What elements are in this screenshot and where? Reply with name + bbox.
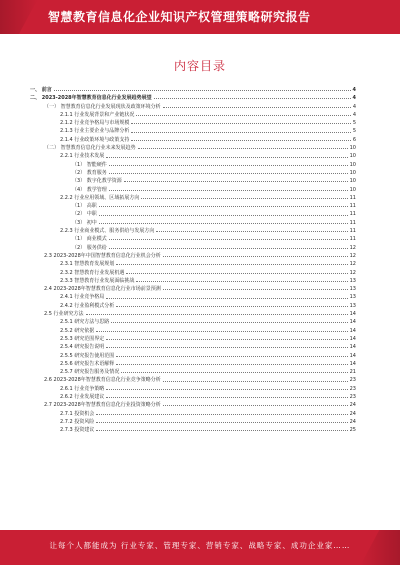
toc-entry[interactable] — [30, 169, 356, 177]
toc-entry[interactable] — [30, 136, 356, 144]
toc-leader-dots — [109, 164, 348, 166]
toc-entry-page: 14 — [349, 311, 356, 318]
toc-leader-dots — [163, 255, 348, 257]
toc-entry[interactable] — [30, 368, 356, 376]
toc-entry[interactable] — [30, 426, 356, 434]
toc-leader-dots — [126, 272, 347, 274]
toc-leader-dots — [154, 97, 351, 99]
toc-entry[interactable] — [30, 393, 356, 401]
toc-entry-label: （一） 智慧教育信息化行业发展现状及政策环境分析 — [44, 103, 161, 110]
toc-entry-page: 10 — [349, 145, 356, 152]
toc-entry-label: （4） 教学管理 — [72, 186, 107, 193]
toc-leader-dots — [99, 205, 348, 207]
toc-entry-label: 2.6.2 行业发展建议 — [60, 393, 105, 400]
toc-entry[interactable] — [30, 127, 356, 135]
toc-entry[interactable] — [30, 235, 356, 243]
toc-leader-dots — [99, 222, 348, 224]
toc-entry-page: 13 — [349, 294, 356, 301]
toc-leader-dots — [109, 172, 348, 174]
toc-entry-page: 5 — [352, 120, 356, 127]
toc-entry-label: 2.3 2023-2028年中国智慧教育信息化行业机会分析 — [44, 252, 161, 259]
toc-entry-label: （1） 智能硬件 — [72, 161, 107, 168]
toc-leader-dots — [163, 404, 348, 406]
toc-leader-dots — [116, 305, 347, 307]
toc-entry[interactable] — [30, 111, 356, 119]
toc-entry-label: 2.2.1 行业技术发展 — [60, 153, 105, 160]
toc-entry-page: 4 — [352, 87, 356, 93]
toc-entry[interactable] — [30, 177, 356, 185]
toc-entry-label: 2.3.1 智慧教育发展规划 — [60, 261, 115, 268]
toc-leader-dots — [96, 421, 347, 423]
toc-leader-dots — [131, 139, 350, 141]
table-of-contents — [30, 86, 356, 434]
toc-leader-dots — [116, 355, 347, 357]
toc-entry[interactable] — [30, 310, 356, 318]
toc-leader-dots — [136, 114, 350, 116]
report-title: 智慧教育信息化企业知识产权管理策略研究报告 — [48, 10, 311, 24]
toc-entry-label: 2.5.6 研究报告术语解释 — [60, 360, 115, 367]
toc-entry-page: 21 — [349, 369, 356, 376]
toc-entry-label: （1） 商业模式 — [72, 236, 107, 243]
toc-leader-dots — [124, 180, 348, 182]
toc-entry-label: 2.5.2 研究依据 — [60, 327, 95, 334]
toc-entry[interactable] — [30, 86, 356, 94]
toc-entry-label: 2.1.3 行业主要企业与品牌分析 — [60, 128, 130, 135]
toc-entry-page: 13 — [349, 302, 356, 309]
toc-entry-page: 14 — [349, 319, 356, 326]
toc-leader-dots — [106, 346, 347, 348]
toc-leader-dots — [96, 330, 347, 332]
toc-entry[interactable] — [30, 376, 356, 384]
toc-entry[interactable] — [30, 401, 356, 409]
toc-entry[interactable] — [30, 94, 356, 102]
toc-entry-page: 10 — [349, 178, 356, 185]
toc-entry-label: 2.5.1 研究方法与思路 — [60, 319, 110, 326]
toc-entry-label: 二、 2023-2028年智慧教育信息化行业发展趋势展望 — [30, 95, 152, 102]
toc-entry[interactable] — [30, 335, 356, 343]
toc-entry-page: 14 — [349, 352, 356, 359]
toc-entry-label: （二） 智慧教育信息化行业未来发展趋势 — [44, 145, 136, 152]
toc-leader-dots — [96, 429, 347, 431]
toc-entry-label: （3） 初中 — [72, 219, 97, 226]
toc-entry[interactable] — [30, 103, 356, 111]
toc-entry-label: 2.5.4 研究报告说明 — [60, 344, 105, 351]
toc-entry-page: 4 — [352, 111, 356, 118]
toc-entry[interactable] — [30, 302, 356, 310]
toc-entry-label: 2.4.1 行业竞争格局 — [60, 294, 105, 301]
toc-leader-dots — [131, 122, 350, 124]
toc-entry[interactable] — [30, 285, 356, 293]
toc-entry-page: 11 — [349, 194, 356, 201]
toc-entry-label: 2.5.5 研究报告使用范围 — [60, 352, 115, 359]
toc-entry-label: 一、 前言 — [30, 87, 52, 93]
toc-leader-dots — [131, 131, 350, 133]
toc-entry[interactable] — [30, 252, 356, 260]
toc-entry-page: 5 — [352, 128, 356, 135]
toc-entry-label: 2.1.2 行业竞争格局与市场规模 — [60, 120, 130, 127]
toc-leader-dots — [99, 214, 348, 216]
toc-entry-page: 10 — [349, 186, 356, 193]
toc-leader-dots — [109, 238, 348, 240]
toc-entry-page: 10 — [349, 161, 356, 168]
toc-entry-page: 11 — [349, 228, 356, 235]
toc-entry-label: 2.7.2 投资风险 — [60, 418, 95, 425]
toc-entry[interactable] — [30, 343, 356, 351]
toc-entry[interactable] — [30, 327, 356, 335]
toc-entry-page: 13 — [349, 286, 356, 293]
toc-entry-label: 2.4 2023-2028年智慧教育信息化行业市场前景预测 — [44, 286, 161, 293]
toc-leader-dots — [109, 189, 348, 191]
toc-entry-page: 14 — [349, 344, 356, 351]
toc-entry-label: 2.2.2 行业应用领域、区域拓展方向 — [60, 194, 140, 201]
toc-entry[interactable] — [30, 385, 356, 393]
toc-entry[interactable] — [30, 210, 356, 218]
toc-entry-page: 11 — [349, 236, 356, 243]
toc-entry-page: 24 — [349, 402, 356, 409]
toc-entry-page: 11 — [349, 219, 356, 226]
toc-leader-dots — [106, 338, 347, 340]
toc-leader-dots — [138, 147, 348, 149]
toc-entry-label: 2.6.1 行业竞争策略 — [60, 385, 105, 392]
toc-entry-label: 2.2.3 行业商业模式、服务供给与发展方向 — [60, 228, 155, 235]
toc-leader-dots — [86, 313, 348, 315]
toc-entry-page: 14 — [349, 360, 356, 367]
toc-leader-dots — [136, 280, 347, 282]
toc-entry-label: 2.1.1 行业发展背景和产业链状况 — [60, 111, 135, 118]
toc-entry[interactable] — [30, 144, 356, 152]
footer-slogan: 让每个人都能成为 行业专家、管理专家、营销专家、战略专家、成功企业家…… — [49, 541, 351, 550]
toc-entry-page: 23 — [349, 377, 356, 384]
toc-entry-label: 2.4.2 行业盈利模式分析 — [60, 302, 115, 309]
toc-entry-label: （2） 中职 — [72, 211, 97, 218]
toc-entry-page: 25 — [349, 427, 356, 434]
page-footer — [0, 530, 400, 565]
toc-leader-dots — [96, 413, 347, 415]
toc-entry[interactable] — [30, 293, 356, 301]
toc-leader-dots — [109, 247, 348, 249]
toc-entry-label: 2.3.2 智慧教育行业发展机遇 — [60, 269, 125, 276]
toc-entry[interactable] — [30, 410, 356, 418]
toc-entry-page: 12 — [349, 269, 356, 276]
toc-entry-page: 12 — [349, 252, 356, 259]
toc-entry-page: 13 — [349, 277, 356, 284]
toc-entry-page: 10 — [349, 153, 356, 160]
toc-entry[interactable] — [30, 152, 356, 160]
toc-leader-dots — [111, 321, 347, 323]
toc-entry-page: 4 — [352, 103, 356, 110]
toc-entry[interactable] — [30, 418, 356, 426]
page-header — [0, 0, 400, 34]
toc-leader-dots — [141, 197, 347, 199]
toc-entry-page: 10 — [349, 169, 356, 176]
toc-leader-dots — [121, 371, 347, 373]
toc-entry-page: 23 — [349, 393, 356, 400]
toc-leader-dots — [116, 263, 347, 265]
toc-leader-dots — [54, 89, 351, 91]
toc-entry-page: 6 — [352, 136, 356, 143]
toc-entry[interactable] — [30, 277, 356, 285]
toc-leader-dots — [163, 106, 351, 108]
toc-entry[interactable] — [30, 244, 356, 252]
toc-entry[interactable] — [30, 260, 356, 268]
toc-heading: 内容目录 — [173, 59, 226, 73]
toc-entry[interactable] — [30, 360, 356, 368]
toc-leader-dots — [106, 297, 347, 299]
toc-entry[interactable] — [30, 269, 356, 277]
toc-entry-label: （3） 数字化教学资源 — [72, 178, 122, 185]
toc-entry-label: （2） 教育服务 — [72, 169, 107, 176]
toc-leader-dots — [116, 363, 347, 365]
toc-entry[interactable] — [30, 119, 356, 127]
toc-entry-page: 11 — [349, 211, 356, 218]
toc-entry-page: 24 — [349, 410, 356, 417]
toc-entry[interactable] — [30, 227, 356, 235]
toc-leader-dots — [163, 380, 348, 382]
toc-entry-label: （1） 高职 — [72, 203, 97, 210]
toc-entry[interactable] — [30, 186, 356, 194]
toc-entry-label: 2.5 行业研究方法 — [44, 311, 84, 318]
toc-leader-dots — [106, 396, 347, 398]
footer-decoration — [360, 530, 400, 565]
toc-entry-page: 14 — [349, 327, 356, 334]
toc-entry-label: 2.5.7 研究报告服务及情况 — [60, 369, 120, 376]
toc-entry[interactable] — [30, 219, 356, 227]
toc-entry-page: 23 — [349, 385, 356, 392]
toc-entry-page: 12 — [349, 261, 356, 268]
toc-entry-page: 11 — [349, 203, 356, 210]
toc-entry-page: 12 — [349, 244, 356, 251]
toc-leader-dots — [106, 156, 347, 158]
toc-entry[interactable] — [30, 318, 356, 326]
toc-entry-label: （2） 服务供给 — [72, 244, 107, 251]
toc-entry[interactable] — [30, 194, 356, 202]
toc-leader-dots — [156, 230, 347, 232]
toc-entry-label: 2.1.4 行业政策环境与政策支持 — [60, 136, 130, 143]
toc-entry-page: 24 — [349, 418, 356, 425]
toc-entry-label: 2.6 2023-2028年智慧教育信息化行业竞争策略分析 — [44, 377, 161, 384]
toc-entry[interactable] — [30, 161, 356, 169]
toc-entry-page: 4 — [352, 95, 356, 102]
header-decoration — [0, 0, 38, 34]
toc-entry-label: 2.3.3 智慧教育行业发展面临挑战 — [60, 277, 135, 284]
toc-entry-label: 2.5.3 研究范围界定 — [60, 335, 105, 342]
toc-leader-dots — [106, 388, 347, 390]
toc-entry-label: 2.7.1 投资机会 — [60, 410, 95, 417]
toc-entry[interactable] — [30, 202, 356, 210]
toc-leader-dots — [163, 288, 348, 290]
toc-entry-label: 2.7 2023-2028年智慧教育信息化行业投资策略分析 — [44, 402, 161, 409]
toc-entry-page: 14 — [349, 335, 356, 342]
toc-entry-label: 2.7.3 投资建议 — [60, 427, 95, 434]
toc-entry[interactable] — [30, 352, 356, 360]
